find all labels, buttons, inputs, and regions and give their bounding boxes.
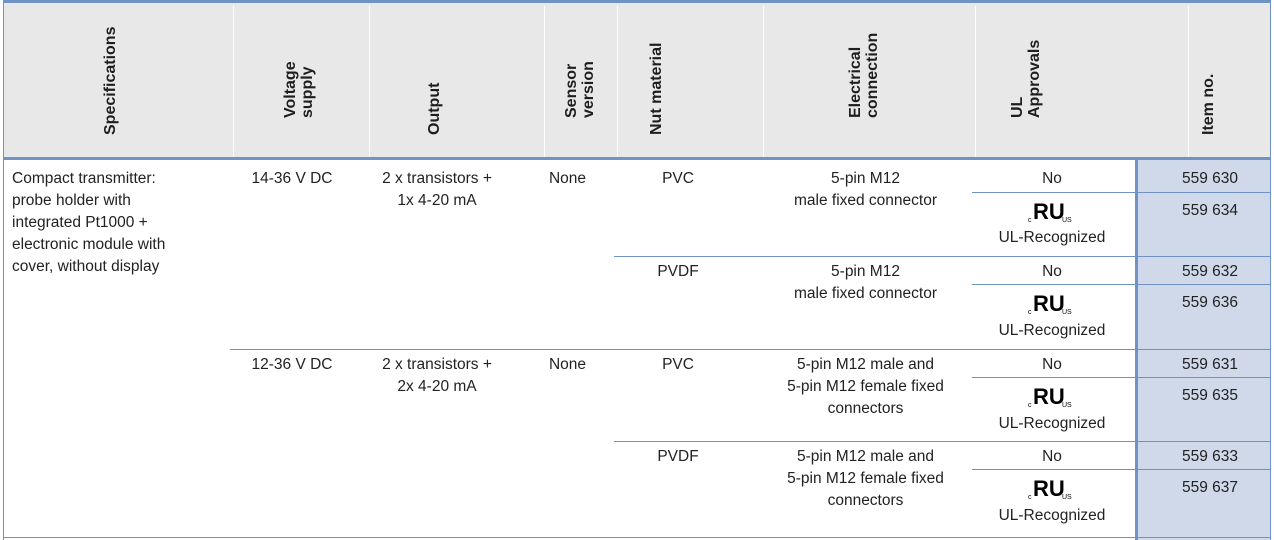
header-item-label: Item no. [1199,73,1217,135]
approval-row-3: No [1042,263,1062,280]
svg-text:c: c [1028,217,1032,224]
approval-row-6: UL-Recognized [998,415,1106,432]
row-divider [614,256,1270,257]
svg-text:US: US [1062,217,1072,224]
connection-subgroup-2: 5-pin M12 male fixed connector [793,263,938,302]
row-divider [230,349,1270,350]
svg-text:c: c [1028,494,1032,501]
svg-text:c: c [1028,309,1032,316]
svg-text:US: US [1062,309,1072,316]
row-divider [972,284,1270,285]
row-divider [972,192,1270,193]
nut-subgroup-1: PVC [662,170,694,187]
nut-subgroup-4: PVDF [657,448,699,465]
ul-recognized-mark-icon [1022,200,1082,224]
right-border [1270,0,1271,540]
svg-text:RU: RU [1033,385,1065,409]
ul-recognized-mark-icon [1022,477,1082,501]
ul-recognized-mark-icon [1022,385,1082,409]
row-divider [972,469,1270,470]
approval-row-7: No [1042,448,1062,465]
left-border [3,0,4,540]
approval-row-8: UL-Recognized [998,507,1106,524]
svg-text:US: US [1062,494,1072,501]
item-row-8: 559 637 [1182,479,1239,496]
header-sensor [544,6,614,158]
header-electrical [763,6,963,158]
header-output-label: Output [425,82,443,135]
svg-text:RU: RU [1033,477,1065,501]
header-rule [3,157,1271,160]
svg-text:US: US [1062,402,1072,409]
approval-row-4: UL-Recognized [998,322,1106,339]
table-header [3,0,1271,158]
sensor-group-1: None [548,170,587,187]
connection-subgroup-1: 5-pin M12 male fixed connector [793,170,938,209]
svg-text:c: c [1028,402,1032,409]
header-approvals-label: UL Approvals [1008,39,1043,118]
connection-subgroup-3: 5-pin M12 male and 5-pin M12 female fixed connectors [787,356,944,417]
row-divider [972,377,1270,378]
item-row-3: 559 632 [1182,263,1239,280]
header-output [369,6,499,158]
svg-text:RU: RU [1033,200,1065,224]
approval-row-1: No [1042,170,1062,187]
item-row-2: 559 634 [1182,202,1239,219]
spec-description: Compact transmitter: probe holder with integrated Pt1000 + electronic module with cover, without display [12,170,166,275]
output-group-1: 2 x transistors + 1x 4-20 mA [382,170,492,209]
item-row-4: 559 636 [1182,294,1239,311]
header-nut-label: Nut material [647,42,665,135]
header-voltage [233,6,363,158]
header-specifications [3,6,218,158]
approval-row-5: No [1042,356,1062,373]
header-electrical-label: Electrical connection [846,32,881,118]
nut-subgroup-2: PVDF [657,263,699,280]
row-divider [3,537,1271,538]
voltage-group-1: 14-36 V DC [251,170,333,187]
item-row-5: 559 631 [1182,356,1239,373]
header-item [1188,6,1228,158]
item-row-6: 559 635 [1182,387,1239,404]
sensor-group-2: None [548,356,587,373]
header-nut [617,6,697,158]
header-sensor-label: Sensor version [562,61,597,118]
svg-text:RU: RU [1033,292,1065,316]
header-voltage-label: Voltage supply [281,61,316,118]
item-row-7: 559 633 [1182,448,1239,465]
nut-subgroup-3: PVC [662,356,694,373]
connection-subgroup-4: 5-pin M12 male and 5-pin M12 female fixed connectors [787,448,944,509]
header-approvals [975,6,1075,158]
voltage-group-2: 12-36 V DC [251,356,333,373]
approval-row-2: UL-Recognized [998,229,1106,246]
row-divider [614,441,1270,442]
header-specifications-label: Specifications [101,26,119,135]
item-row-1: 559 630 [1182,170,1239,187]
ul-recognized-mark-icon [1022,292,1082,316]
output-group-2: 2 x transistors + 2x 4-20 mA [382,356,492,395]
